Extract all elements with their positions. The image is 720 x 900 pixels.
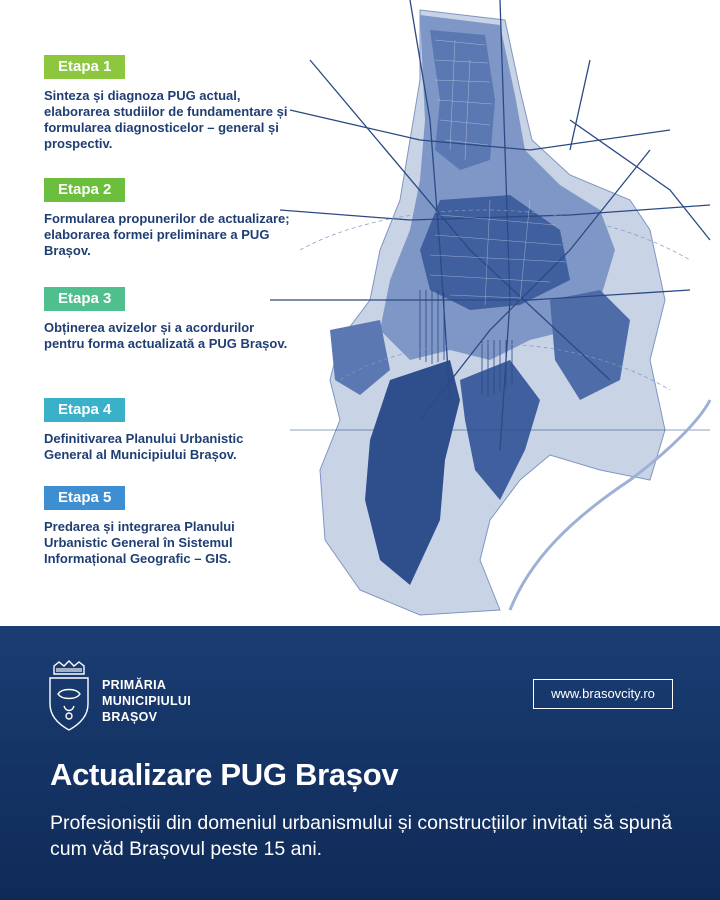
stage-3 <box>44 287 294 352</box>
stage-description: Predarea și integrarea Planului Urbanistic General în Sistemul Informațional Geografic – GIS. <box>44 519 235 566</box>
org-line: MUNICIPIULUI <box>102 694 192 708</box>
stage-description: Sinteza și diagnoza PUG actual, elaborarea studiilor de fundamentare și formularea diagnosticelor – general și prospectiv. <box>44 88 288 151</box>
stage-badge: Etapa 4 <box>44 398 125 422</box>
organization-name <box>102 677 191 725</box>
org-line: BRAȘOV <box>102 710 158 724</box>
stage-4 <box>44 398 294 463</box>
stage-badge: Etapa 3 <box>44 287 125 311</box>
stage-description: Formularea propunerilor de actualizare; elaborarea formei preliminare a PUG Brașov. <box>44 211 290 258</box>
urban-plan-map <box>270 0 720 626</box>
stage-badge: Etapa 1 <box>44 55 125 79</box>
org-line: PRIMĂRIA <box>102 678 167 692</box>
stage-badge: Etapa 2 <box>44 178 125 202</box>
subtitle: Profesioniștii din domeniul urbanismului și construcțiilor invitați să spună cum văd Brașovul peste 15 ani. <box>50 812 673 860</box>
stage-badge: Etapa 5 <box>44 486 125 510</box>
stage-1 <box>44 55 294 152</box>
website-link[interactable]: www.brasovcity.ro <box>533 679 673 709</box>
stage-description: Definitivarea Planului Urbanistic General al Municipiului Brașov. <box>44 431 244 462</box>
brasov-crest-icon <box>46 660 92 732</box>
stage-5 <box>44 486 294 567</box>
info-panel <box>0 626 720 900</box>
stage-2 <box>44 178 294 259</box>
page-title: Actualizare PUG Brașov <box>50 757 399 792</box>
stage-description: Obținerea avizelor și a acordurilor pentru forma actualizată a PUG Brașov. <box>44 320 288 351</box>
